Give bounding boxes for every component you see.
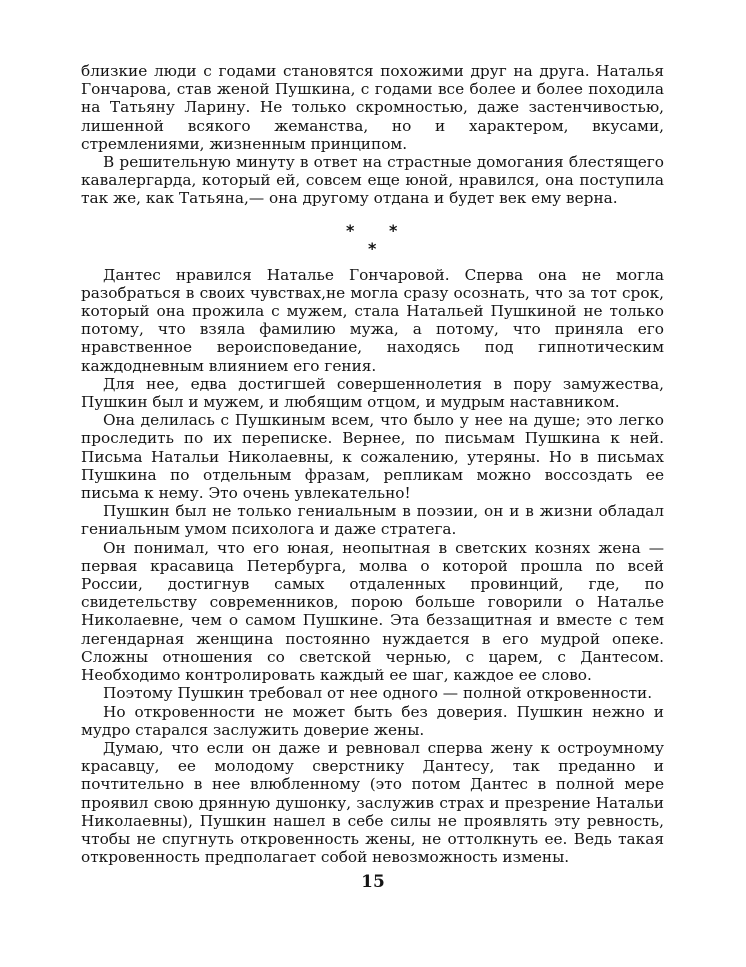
separator-star: * <box>346 220 355 240</box>
paragraph: Думаю, что если он даже и ревновал сперва жену к остроумному красавцу, ее молодому сверстнику Дантесу, так преданно и почтительно в нее влюбленному (это потом Дантес в полной мере проявил свою дрянную душонку, заслужив страх и презрение Натальи Николаевны), Пушкин нашел в себе силы не проявлять эту ревность, чтобы не спугнуть откровенность жены, не оттолкнуть ее. Ведь такая откровенность предполагает собой невозможность измены. <box>81 738 664 867</box>
page-body <box>81 62 664 866</box>
paragraph: близкие люди с годами становятся похожими друг на друга. Наталья Гончарова, став женой Пушкина, с годами все более и более походила на Татьяну Ларину. Не только скромностью, даже застенчивостью, лишенной всякого жеманства, но и характером, вкусами, стремлениями, жизненным принципом. <box>81 62 664 153</box>
section-separator <box>81 208 664 266</box>
paragraph: Она делилась с Пушкиным всем, что было у нее на душе; это легко проследить по их переписке. Вернее, по письмам Пушкина к ней. Письма Натальи Николаевны, к сожалению, утеряны. Но в письмах Пушкина по отдельным фразам, репликам можно воссоздать ее письма к нему. Это очень увлекательно! <box>81 411 664 503</box>
page-number: 15 <box>361 872 385 892</box>
paragraph: Пушкин был не только гениальным в поэзии, он и в жизни обладал гениальным умом психолога и даже стратега. <box>81 502 664 539</box>
paragraph: Он понимал, что его юная, неопытная в светских кознях жена — первая красавица Петербурга, молва о которой прошла по всей России, достигнув самых отдаленных провинций, где, по свидетельству современников, порою больше говорили о Наталье Николаевне, чем о самом Пушкине. Эта беззащитная и вместе с тем легендарная женщина постоянно нуждается в его мудрой опеке. Сложны отношения со светской чернью, с царем, с Дантесом. Необходимо контролировать каждый ее шаг, каждое ее слово. <box>81 538 664 685</box>
separator-star: * <box>368 238 377 258</box>
separator-star: * <box>389 220 398 240</box>
paragraph: Дантес нравился Наталье Гончаровой. Сперва она не могла разобраться в своих чувствах,не могла сразу осознать, что за тот срок, который она прожила с мужем, стала Натальей Пушкиной не только потому, что взяла фамилию мужа, а потому, что приняла его нравственное вероисповедание, находясь под гипнотическим каждодневным влиянием его гения. <box>81 265 664 375</box>
paragraph: Для нее, едва достигшей совершеннолетия в пору замужества, Пушкин был и мужем, и любящим отцом, и мудрым наставником. <box>81 374 664 412</box>
paragraph: Но откровенности не может быть без доверия. Пушкин нежно и мудро старался заслужить доверие жены. <box>81 702 664 739</box>
paragraph: Поэтому Пушкин требовал от нее одного — полной откровенности. <box>103 684 653 703</box>
paragraph: В решительную минуту в ответ на страстные домогания блестящего кавалергарда, который ей, совсем еще юной, нравился, она поступила так же, как Татьяна,— она другому отдана и будет век ему верна. <box>81 153 664 208</box>
